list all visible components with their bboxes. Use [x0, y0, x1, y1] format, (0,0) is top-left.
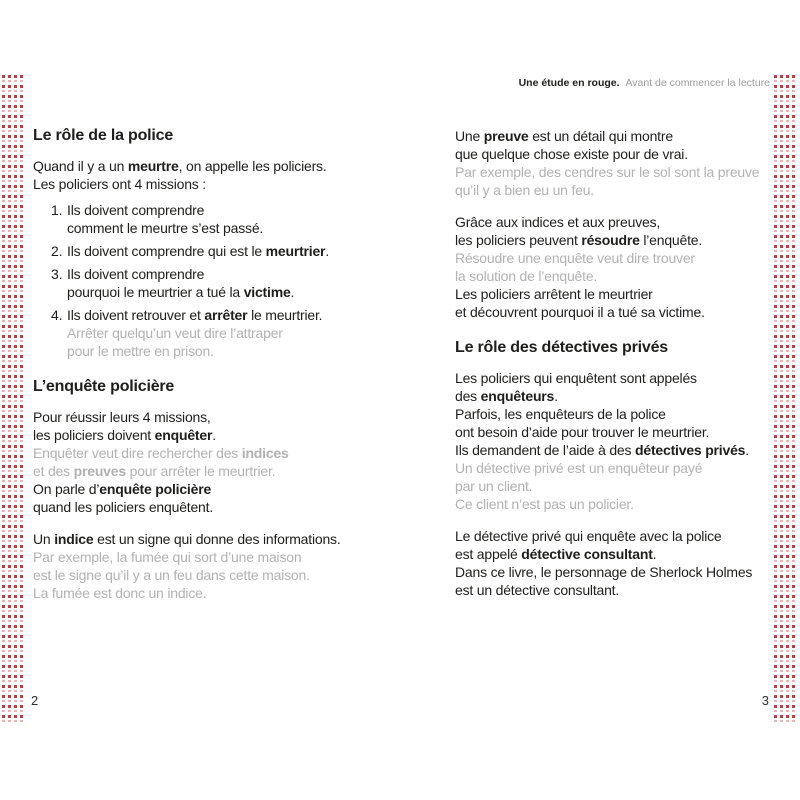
- text-segment: est appelé: [455, 546, 522, 562]
- list-item: [33, 306, 433, 360]
- list-item: [33, 201, 433, 237]
- text-segment: Pour réussir leurs 4 missions,: [33, 409, 211, 425]
- text-line: [455, 163, 785, 181]
- chapter-subtitle: Avant de commencer la lecture: [625, 77, 770, 89]
- text-segment: enquête policière: [99, 481, 212, 497]
- text-line: [455, 369, 785, 387]
- text-segment: Ils demandent de l’aide à des: [455, 442, 636, 458]
- text-line: [33, 408, 433, 426]
- text-line: [67, 342, 433, 360]
- text-segment: détective consultant: [521, 546, 653, 562]
- text-segment: et des: [33, 463, 74, 479]
- left-page-column: [33, 127, 433, 602]
- right-page-column: [455, 127, 785, 599]
- text-line: [67, 242, 433, 260]
- text-segment: Ils doivent comprendre qui est le: [67, 243, 266, 259]
- text-segment: .: [212, 427, 216, 443]
- text-line: [67, 324, 433, 342]
- text-segment: enquêter: [154, 427, 213, 443]
- text-segment: est un signe qui donne des informations.: [93, 531, 341, 547]
- text-segment: détectives privés: [635, 442, 746, 458]
- text-line: [33, 498, 433, 516]
- text-line: [33, 157, 433, 175]
- text-segment: meurtre: [127, 158, 179, 174]
- text-segment: Les policiers ont 4 missions :: [33, 176, 206, 192]
- text-segment: On parle d’: [33, 481, 100, 497]
- text-line: [455, 249, 785, 267]
- text-segment: et découvrent pourquoi il a tué sa victime.: [455, 304, 705, 320]
- text-line: [455, 127, 785, 145]
- text-segment: comment le meurtre s’est passé.: [67, 220, 264, 236]
- page-number-right: 3: [761, 693, 769, 708]
- paragraph: [455, 213, 785, 321]
- text-segment: ont besoin d’aide pour trouver le meurtrier.: [455, 424, 710, 440]
- text-segment: est un détail qui montre: [528, 128, 673, 144]
- text-segment: est le signe qu’il y a un feu dans cette maison.: [33, 567, 310, 583]
- text-line: [455, 213, 785, 231]
- paragraph: [455, 369, 785, 513]
- text-line: [67, 283, 433, 301]
- text-segment: Les policiers arrêtent le meurtrier: [455, 286, 653, 302]
- text-line: [33, 175, 433, 193]
- text-segment: meurtrier: [265, 243, 326, 259]
- text-segment: des: [455, 388, 481, 404]
- text-segment: Une: [455, 128, 484, 144]
- text-segment: est un détective consultant.: [455, 582, 620, 598]
- text-line: [33, 480, 433, 498]
- text-segment: Ce client n’est pas un policier.: [455, 496, 634, 512]
- text-line: [455, 545, 785, 563]
- text-segment: Par exemple, des cendres sur le sol sont la preuve: [455, 164, 760, 180]
- text-line: [33, 444, 433, 462]
- text-segment: Un: [33, 531, 55, 547]
- running-header: [519, 77, 770, 90]
- text-segment: quand les policiers enquêtent.: [33, 499, 214, 515]
- text-segment: Les policiers qui enquêtent sont appelés: [455, 370, 697, 386]
- text-segment: preuve: [483, 128, 529, 144]
- text-segment: que quelque chose existe pour de vrai.: [455, 146, 688, 162]
- text-segment: arrêter: [204, 307, 248, 323]
- section-heading: Le rôle des détectives privés: [455, 339, 668, 356]
- text-segment: victime: [243, 284, 291, 300]
- book-title: Une étude en rouge.: [518, 77, 620, 89]
- text-segment: Résoudre une enquête veut dire trouver: [455, 250, 695, 266]
- text-line: [455, 387, 785, 405]
- text-segment: Par exemple, la fumée qui sort d’une maison: [33, 549, 302, 565]
- text-segment: les policiers peuvent: [455, 232, 582, 248]
- text-line: [455, 459, 785, 477]
- text-segment: Ils doivent comprendre: [67, 202, 205, 218]
- text-line: [455, 267, 785, 285]
- text-segment: .: [745, 442, 749, 458]
- list-item: [33, 242, 433, 260]
- list-item-number: 4.: [51, 307, 63, 323]
- text-line: [455, 495, 785, 513]
- decorative-dots-left: [2, 75, 26, 725]
- text-line: [455, 527, 785, 545]
- text-segment: indice: [54, 531, 94, 547]
- text-segment: Ils doivent retrouver et: [67, 307, 205, 323]
- text-line: [455, 231, 785, 249]
- text-line: [67, 306, 433, 324]
- text-segment: les policiers doivent: [33, 427, 155, 443]
- text-segment: Ils doivent comprendre: [67, 266, 205, 282]
- text-segment: .: [652, 546, 657, 562]
- text-segment: .: [290, 284, 295, 300]
- text-segment: Le détective privé qui enquête avec la police: [455, 528, 722, 544]
- text-line: [33, 548, 433, 566]
- text-segment: pourquoi le meurtrier a tué la: [67, 284, 244, 300]
- text-line: [455, 563, 785, 581]
- text-segment: Enquêter veut dire rechercher des: [33, 445, 242, 461]
- text-segment: Dans ce livre, le personnage de Sherlock Holmes: [455, 564, 753, 580]
- list-item-number: 1.: [51, 202, 63, 218]
- text-line: [33, 530, 433, 548]
- text-segment: enquêteurs: [480, 388, 555, 404]
- text-line: [33, 462, 433, 480]
- text-segment: La fumée est donc un indice.: [33, 585, 207, 601]
- text-segment: .: [325, 243, 330, 259]
- text-segment: Un détective privé est un enquêteur payé: [455, 460, 703, 476]
- text-line: [455, 303, 785, 321]
- text-line: [33, 566, 433, 584]
- text-line: [455, 581, 785, 599]
- text-segment: indices: [241, 445, 289, 461]
- section-heading: Le rôle de la police: [33, 127, 174, 144]
- text-line: [33, 584, 433, 602]
- text-line: [455, 145, 785, 163]
- text-segment: résoudre: [581, 232, 640, 248]
- list-item: [33, 265, 433, 301]
- text-line: [67, 219, 433, 237]
- text-line: [455, 423, 785, 441]
- section-heading: L’enquête policière: [33, 378, 175, 395]
- paragraph: [33, 408, 433, 516]
- text-segment: Parfois, les enquêteurs de la police: [455, 406, 666, 422]
- text-segment: .: [554, 388, 558, 404]
- text-segment: Grâce aux indices et aux preuves,: [455, 214, 661, 230]
- text-segment: la solution de l’enquête.: [455, 268, 598, 284]
- list-item-number: 2.: [51, 243, 63, 259]
- paragraph: [455, 527, 785, 599]
- paragraph: [33, 530, 433, 602]
- text-segment: Quand il y a un: [33, 158, 128, 174]
- text-line: [67, 265, 433, 283]
- list-item-number: 3.: [51, 266, 63, 282]
- text-line: [455, 181, 785, 199]
- text-line: [455, 441, 785, 459]
- text-segment: Arrêter quelqu’un veut dire l’attraper: [67, 325, 283, 341]
- text-line: [33, 426, 433, 444]
- paragraph: [33, 157, 433, 193]
- text-segment: par un client.: [455, 478, 533, 494]
- paragraph: [455, 127, 785, 199]
- text-segment: l’enquête.: [639, 232, 703, 248]
- text-line: [455, 405, 785, 423]
- page-number-left: 2: [31, 693, 39, 708]
- text-segment: preuves: [73, 463, 126, 479]
- text-segment: pour le mettre en prison.: [67, 343, 214, 359]
- text-segment: le meurtrier.: [247, 307, 323, 323]
- text-segment: , on appelle les policiers.: [178, 158, 327, 174]
- text-segment: qu’il y a bien eu un feu.: [455, 182, 594, 198]
- numbered-list: [33, 201, 433, 360]
- text-line: [67, 201, 433, 219]
- text-segment: pour arrêter le meurtrier.: [125, 463, 276, 479]
- text-line: [455, 477, 785, 495]
- text-line: [455, 285, 785, 303]
